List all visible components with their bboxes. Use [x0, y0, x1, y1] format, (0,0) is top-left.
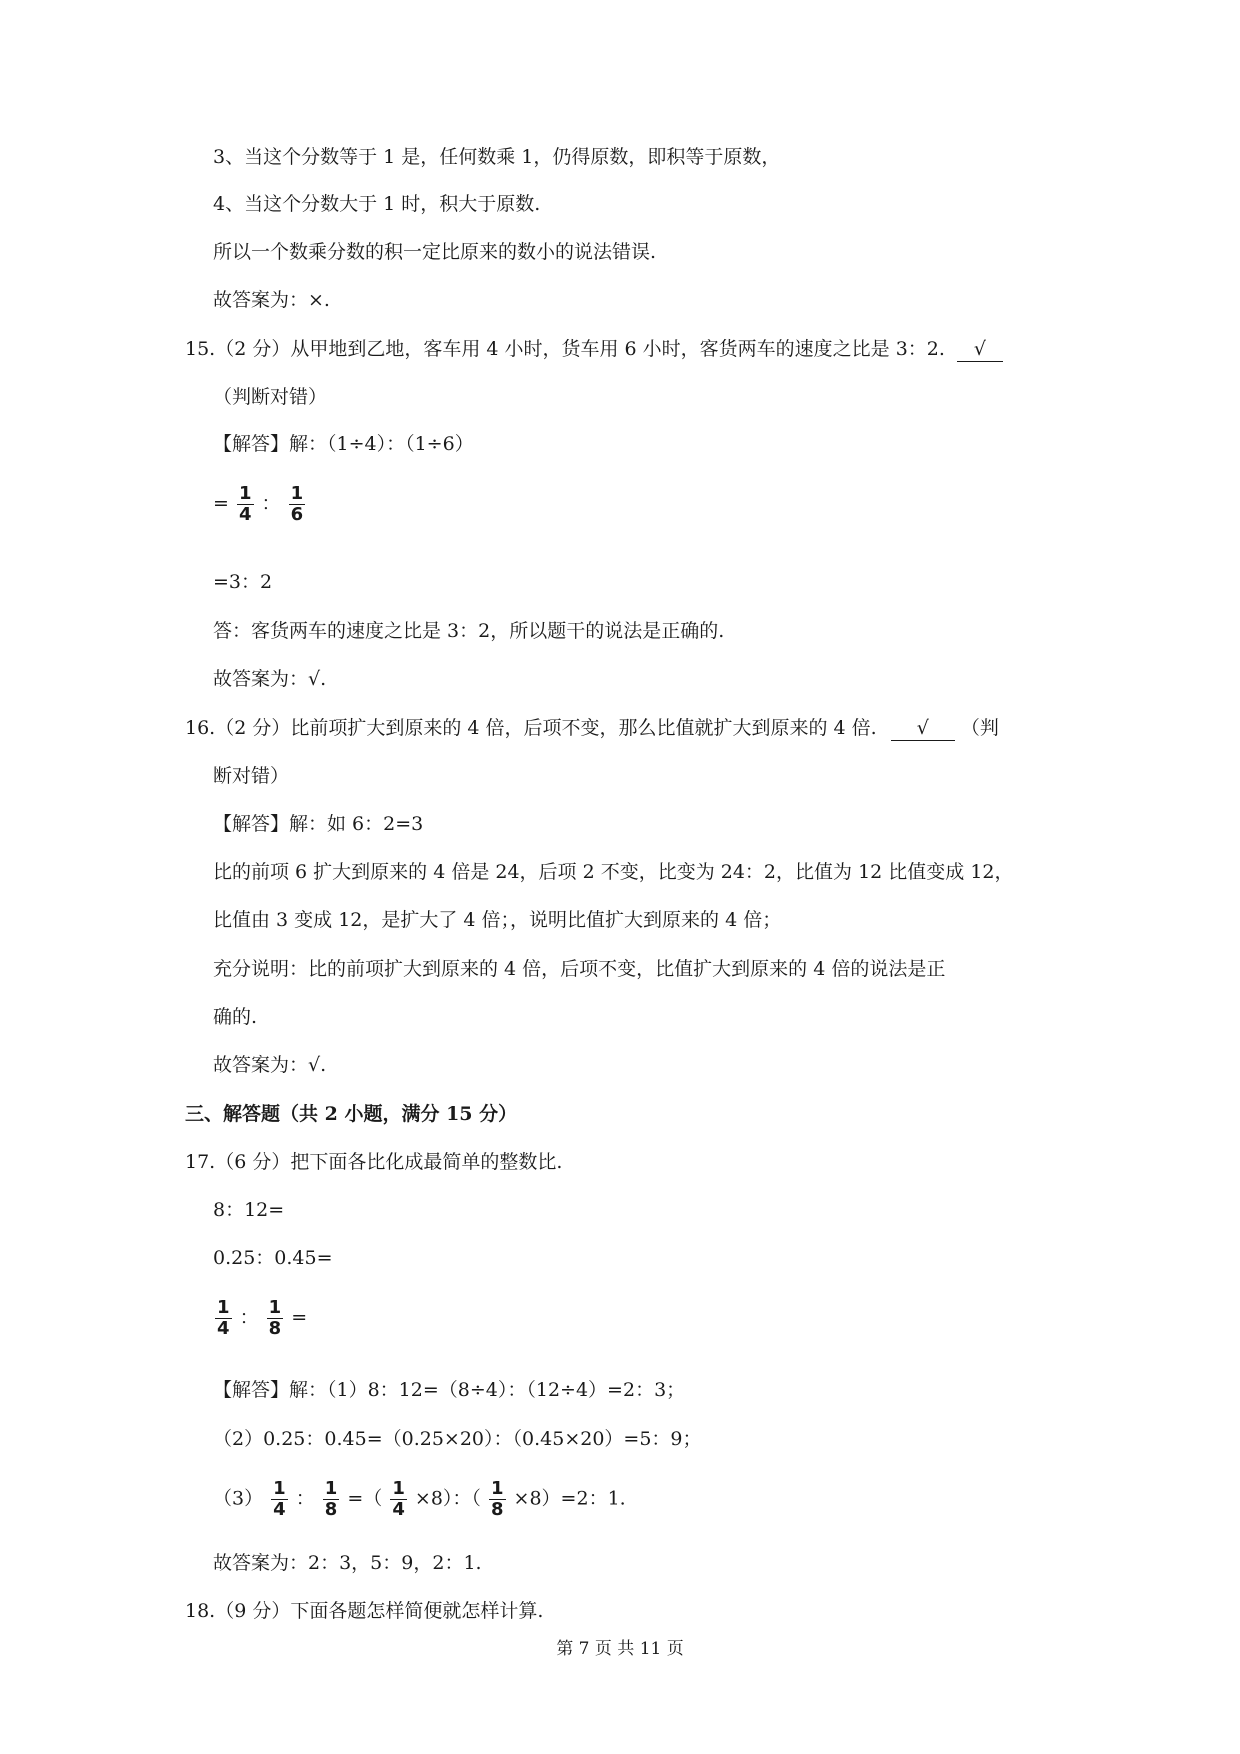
fraction-equation: [213, 484, 307, 525]
fraction-denominator: 4: [238, 504, 252, 525]
equals-sign: =: [291, 1306, 308, 1329]
solution-line: 比值由 3 变成 12，是扩大了 4 倍；，说明比值扩大到原来的 4 倍；: [213, 909, 782, 931]
fraction-numerator: 1: [217, 1297, 230, 1318]
fraction-numerator: 1: [273, 1478, 286, 1499]
question-15-tail: （判断对错）: [213, 386, 328, 408]
question-15-text: 15.（2 分）从甲地到乙地，客车用 4 小时，货车用 6 小时，客货两车的速度之比是 3：2.: [185, 338, 945, 360]
equals-sign: =: [213, 492, 229, 515]
fraction: [489, 1479, 506, 1520]
fraction-denominator: 8: [324, 1499, 338, 1520]
fraction: [267, 1298, 284, 1339]
fraction: [215, 1298, 232, 1339]
question-15: [185, 335, 1003, 363]
fraction-numerator: 1: [290, 483, 304, 504]
answer-line: 故答案为：√.: [213, 1054, 327, 1076]
ratio-colon: ：: [261, 492, 281, 515]
fraction-numerator: 1: [268, 1297, 282, 1318]
equation-part: =（: [347, 1487, 383, 1510]
solution-number: （3）: [213, 1487, 264, 1510]
solution-line: 确的.: [213, 1006, 258, 1028]
text-line: 4、当这个分数大于 1 时，积大于原数.: [213, 193, 541, 215]
question-17-text: 17.（6 分）把下面各比化成最简单的整数比.: [185, 1151, 563, 1173]
equation-part: ×8）：（: [414, 1487, 481, 1510]
fraction: [271, 1479, 288, 1520]
fraction-denominator: 8: [490, 1499, 504, 1520]
exercise-line: 8：12=: [213, 1199, 285, 1221]
answer-line: 故答案为：2：3，5：9，2：1.: [213, 1552, 482, 1574]
fraction: [390, 1479, 407, 1520]
text-line: 3、当这个分数等于 1 是，任何数乘 1，仍得原数，即积等于原数，: [213, 146, 781, 168]
fraction-numerator: 1: [238, 483, 252, 504]
exercise-line: 0.25：0.45=: [213, 1247, 333, 1269]
question-16-text: 16.（2 分）比前项扩大到原来的 4 倍，后项不变，那么比值就扩大到原来的 4 倍.: [185, 717, 877, 739]
text-line: 所以一个数乘分数的积一定比原来的数小的说法错误.: [213, 241, 657, 263]
solution-line: 比的前项 6 扩大到原来的 4 倍是 24，后项 2 不变，比变为 24：2，比值为 12 比值变成 12，: [213, 861, 1014, 883]
fraction-denominator: 4: [273, 1499, 286, 1520]
answer-blank: √: [891, 716, 955, 741]
fraction-denominator: 4: [392, 1499, 405, 1520]
page-footer: 第 7 页 共 11 页: [556, 1639, 684, 1659]
fraction-numerator: 1: [324, 1478, 338, 1499]
fraction-numerator: 1: [490, 1478, 504, 1499]
fraction-denominator: 8: [268, 1318, 282, 1339]
solution-line: 【解答】解：（1÷4）：（1÷6）: [213, 433, 474, 455]
ratio-colon: ：: [239, 1306, 259, 1329]
fraction: [237, 484, 254, 525]
question-16-tail2: 断对错）: [213, 765, 290, 787]
question-18-text: 18.（9 分）下面各题怎样简便就怎样计算.: [185, 1600, 544, 1622]
fraction-numerator: 1: [392, 1478, 405, 1499]
solution-line: 【解答】解：（1）8：12=（8÷4）：（12÷4）=2：3；: [213, 1379, 686, 1401]
section-heading: 三、解答题（共 2 小题，满分 15 分）: [185, 1103, 518, 1125]
answer-line: 故答案为：×.: [213, 289, 330, 311]
solution-line: （2）0.25：0.45=（0.25×20）：（0.45×20）=5：9；: [213, 1428, 702, 1450]
ratio-colon: ：: [295, 1487, 315, 1510]
solution-line: 答：客货两车的速度之比是 3：2，所以题干的说法是正确的.: [213, 620, 725, 642]
question-16: [185, 714, 999, 742]
equation-part: ×8）=2：1.: [513, 1487, 626, 1510]
fraction: [289, 484, 306, 525]
answer-line: 故答案为：√.: [213, 668, 327, 690]
solution-line: 【解答】解：如 6：2=3: [213, 813, 424, 835]
fraction-solution: [213, 1479, 626, 1520]
fraction-denominator: 6: [290, 504, 304, 525]
solution-line: 充分说明：比的前项扩大到原来的 4 倍，后项不变，比值扩大到原来的 4 倍的说法是正: [213, 958, 946, 980]
fraction-denominator: 4: [217, 1318, 230, 1339]
question-16-tail: （判: [960, 717, 999, 739]
fraction: [323, 1479, 340, 1520]
solution-line: =3：2: [213, 571, 273, 593]
answer-blank: √: [957, 337, 1003, 362]
fraction-exercise: [213, 1298, 307, 1339]
